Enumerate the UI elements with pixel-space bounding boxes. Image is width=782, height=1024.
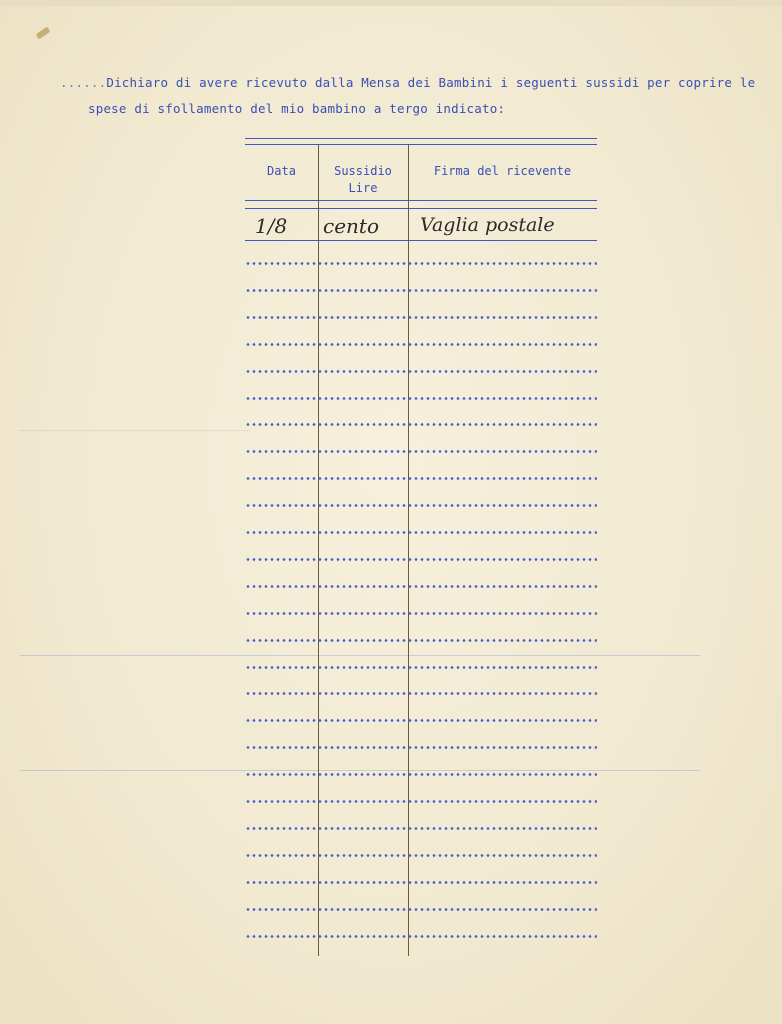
dotted-row — [245, 746, 597, 749]
dotted-row — [245, 397, 597, 400]
dotted-row — [245, 504, 597, 507]
receipts-table — [245, 138, 597, 968]
column-divider-2 — [408, 144, 409, 956]
column-header-sussidio-line1: Sussidio — [334, 164, 392, 178]
row-1-data: 1/8 — [255, 214, 288, 238]
declaration-text: ......Dichiaro di avere ricevuto dalla Mensa dei Bambini i seguenti sussidi per coprire le spese di sfollamento del mio bambino a tergo indicato: — [60, 70, 760, 122]
dotted-row — [245, 881, 597, 884]
paper-stain — [36, 27, 51, 40]
dotted-row — [245, 612, 597, 615]
dotted-row — [245, 719, 597, 722]
dotted-row — [245, 450, 597, 453]
dotted-row — [245, 289, 597, 292]
row-1-firma: Vaglia postale — [420, 214, 555, 236]
column-divider-1 — [318, 144, 319, 956]
dotted-row — [245, 585, 597, 588]
dotted-row — [245, 316, 597, 319]
dotted-row — [245, 639, 597, 642]
header-bottom-rule-2 — [245, 208, 597, 209]
declaration-line-1: Dichiaro di avere ricevuto dalla Mensa dei Bambini i seguenti sussidi per coprire le — [106, 75, 756, 90]
column-header-sussidio-line2: Lire — [348, 181, 378, 195]
column-header-sussidio — [318, 163, 408, 197]
dotted-row — [245, 666, 597, 669]
dotted-row — [245, 558, 597, 561]
dotted-row — [245, 343, 597, 346]
header-bottom-rule — [245, 200, 597, 201]
dotted-row — [245, 262, 597, 265]
page-top-edge — [0, 0, 782, 6]
dotted-row — [245, 423, 597, 426]
dotted-row — [245, 827, 597, 830]
column-header-data: Data — [267, 164, 296, 178]
dotted-row — [245, 477, 597, 480]
dotted-row — [245, 773, 597, 776]
row-1-sussidio: cento — [323, 214, 379, 238]
dotted-row — [245, 935, 597, 938]
dotted-row — [245, 531, 597, 534]
table-top-rule-2 — [245, 144, 597, 145]
first-row-rule — [245, 240, 597, 241]
dotted-row — [245, 692, 597, 695]
table-top-rule — [245, 138, 597, 139]
column-header-firma: Firma del ricevente — [433, 164, 572, 178]
dotted-row — [245, 370, 597, 373]
bleed-rule — [20, 430, 250, 431]
dotted-row — [245, 800, 597, 803]
dotted-row — [245, 908, 597, 911]
dotted-row — [245, 854, 597, 857]
declaration-line-2: spese di sfollamento del mio bambino a tergo indicato: — [88, 101, 506, 116]
